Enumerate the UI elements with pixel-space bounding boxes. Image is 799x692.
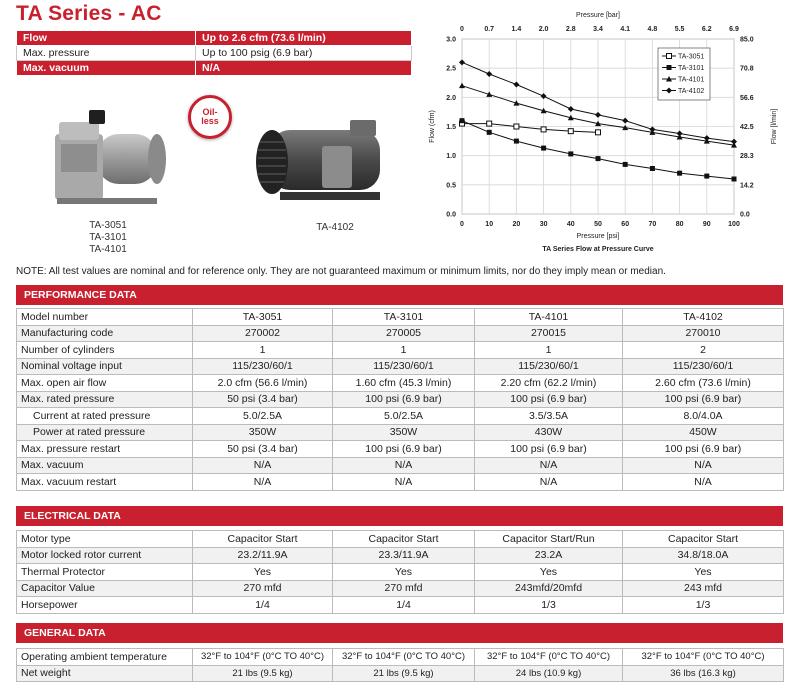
x2-tick-label: 2.0 bbox=[538, 26, 549, 33]
data-point bbox=[623, 162, 628, 167]
table-cell: 115/230/60/1 bbox=[333, 358, 475, 375]
table-row bbox=[17, 309, 784, 326]
spec-value: N/A bbox=[196, 61, 412, 76]
table-cell: 270010 bbox=[623, 325, 784, 342]
table-cell: Yes bbox=[475, 564, 623, 581]
table-row bbox=[17, 564, 784, 581]
y-tick-label: 1.0 bbox=[446, 153, 456, 161]
table-cell: 100 psi (6.9 bar) bbox=[333, 391, 475, 408]
table-cell: 50 psi (3.4 bar) bbox=[193, 441, 333, 458]
disclaimer-note: NOTE: All test values are nominal and for reference only. They are not guaranteed maximum or minimum limits, nor do they imply mean or median. bbox=[16, 266, 666, 277]
table-cell: 1/4 bbox=[333, 597, 475, 614]
legend-label: TA-3101 bbox=[678, 65, 705, 72]
table-row bbox=[17, 325, 784, 342]
x-tick-label: 30 bbox=[539, 221, 548, 228]
table-cell: 430W bbox=[475, 424, 623, 441]
table-cell: 32°F to 104°F (0°C TO 40°C) bbox=[475, 649, 623, 666]
table-cell: 1 bbox=[475, 342, 623, 359]
table-row bbox=[17, 375, 784, 392]
table-cell: N/A bbox=[475, 457, 623, 474]
table-cell: TA-4101 bbox=[475, 309, 623, 326]
legend-label: TA-4102 bbox=[678, 88, 705, 95]
data-point bbox=[514, 124, 519, 129]
image-caption-right: TA-4102 bbox=[316, 222, 354, 233]
table-cell: Capacitor Start/Run bbox=[475, 531, 623, 548]
table-cell: 270 mfd bbox=[193, 580, 333, 597]
table-cell: 32°F to 104°F (0°C TO 40°C) bbox=[193, 649, 333, 666]
table-cell: 5.0/2.5A bbox=[333, 408, 475, 425]
spec-label: Flow bbox=[17, 31, 196, 46]
y2-tick-label: 70.8 bbox=[740, 65, 754, 73]
caption-ta-3051: TA-3051 bbox=[89, 220, 127, 231]
table-cell: N/A bbox=[623, 474, 784, 491]
spec-row bbox=[17, 31, 412, 46]
legend-marker bbox=[667, 65, 672, 70]
table-cell: 34.8/18.0A bbox=[623, 547, 784, 564]
x2-tick-label: 0 bbox=[460, 26, 464, 33]
x-tick-label: 70 bbox=[648, 221, 657, 228]
table-cell: 5.0/2.5A bbox=[193, 408, 333, 425]
table-cell: 36 lbs (16.3 kg) bbox=[623, 665, 784, 682]
table-cell: 350W bbox=[333, 424, 475, 441]
data-point bbox=[596, 130, 601, 135]
general-table bbox=[16, 648, 784, 682]
table-cell: 2.0 cfm (56.6 l/min) bbox=[193, 375, 333, 392]
data-point bbox=[732, 177, 737, 182]
row-label: Motor type bbox=[17, 531, 193, 548]
spec-value: Up to 2.6 cfm (73.6 l/min) bbox=[196, 31, 412, 46]
y-tick-label: 1.5 bbox=[446, 124, 456, 131]
row-label: Current at rated pressure bbox=[17, 408, 193, 425]
spec-label: Max. vacuum bbox=[17, 61, 196, 76]
table-cell: 100 psi (6.9 bar) bbox=[333, 441, 475, 458]
table-cell: 1 bbox=[193, 342, 333, 359]
row-label: Max. pressure restart bbox=[17, 441, 193, 458]
table-cell: N/A bbox=[333, 457, 475, 474]
table-cell: Capacitor Start bbox=[193, 531, 333, 548]
table-cell: 100 psi (6.9 bar) bbox=[475, 441, 623, 458]
table-row bbox=[17, 457, 784, 474]
table-cell: 270005 bbox=[333, 325, 475, 342]
table-row bbox=[17, 408, 784, 425]
x-tick-label: 60 bbox=[621, 221, 630, 228]
table-cell: 1/3 bbox=[623, 597, 784, 614]
table-cell: Capacitor Start bbox=[623, 531, 784, 548]
y2-tick-label: 14.2 bbox=[740, 182, 754, 190]
table-row bbox=[17, 391, 784, 408]
table-cell: 270002 bbox=[193, 325, 333, 342]
data-point bbox=[650, 166, 655, 171]
page-title: TA Series - AC bbox=[16, 2, 162, 25]
table-row bbox=[17, 441, 784, 458]
table-cell: N/A bbox=[193, 474, 333, 491]
data-point bbox=[568, 129, 573, 134]
data-point bbox=[596, 156, 601, 161]
spec-summary-table bbox=[16, 30, 412, 76]
data-point bbox=[541, 127, 546, 132]
y2-tick-label: 28.3 bbox=[740, 153, 754, 161]
row-label: Max. vacuum bbox=[17, 457, 193, 474]
oil-less-badge: Oil- less bbox=[188, 95, 232, 139]
x-tick-label: 50 bbox=[594, 221, 602, 228]
table-cell: 23.2A bbox=[475, 547, 623, 564]
x-tick-label: 90 bbox=[702, 221, 711, 228]
row-label: Thermal Protector bbox=[17, 564, 193, 581]
data-point bbox=[514, 139, 519, 144]
table-cell: Capacitor Start bbox=[333, 531, 475, 548]
table-cell: 3.5/3.5A bbox=[475, 408, 623, 425]
image-caption-left bbox=[78, 220, 138, 256]
row-label: Capacitor Value bbox=[17, 580, 193, 597]
spec-row bbox=[17, 46, 412, 61]
x2-tick-label: 4.8 bbox=[647, 26, 658, 33]
table-cell: 450W bbox=[623, 424, 784, 441]
data-point bbox=[677, 171, 682, 176]
row-label: Max. open air flow bbox=[17, 375, 193, 392]
data-point bbox=[487, 130, 492, 135]
electrical-table bbox=[16, 530, 784, 614]
compressor-image-small bbox=[47, 104, 167, 214]
table-cell: 270015 bbox=[475, 325, 623, 342]
table-cell: 270 mfd bbox=[333, 580, 475, 597]
x-tick-label: 80 bbox=[675, 221, 684, 228]
row-label: Max. rated pressure bbox=[17, 391, 193, 408]
x-tick-label: 20 bbox=[512, 221, 521, 228]
table-cell: 100 psi (6.9 bar) bbox=[623, 391, 784, 408]
x2-tick-label: 2.8 bbox=[565, 26, 576, 33]
table-cell: 32°F to 104°F (0°C TO 40°C) bbox=[333, 649, 475, 666]
y-tick-label: 2.5 bbox=[446, 65, 456, 73]
table-row bbox=[17, 665, 784, 682]
table-cell: 23.3/11.9A bbox=[333, 547, 475, 564]
x-axis-label: Pressure [psi] bbox=[576, 233, 620, 240]
performance-table bbox=[16, 308, 784, 491]
table-cell: 21 lbs (9.5 kg) bbox=[193, 665, 333, 682]
y2-tick-label: 42.5 bbox=[740, 124, 754, 131]
table-cell: 23.2/11.9A bbox=[193, 547, 333, 564]
table-row bbox=[17, 597, 784, 614]
spec-label: Max. pressure bbox=[17, 46, 196, 61]
table-row bbox=[17, 580, 784, 597]
table-cell: 115/230/60/1 bbox=[475, 358, 623, 375]
legend-marker bbox=[667, 54, 672, 59]
x2-tick-label: 6.9 bbox=[729, 26, 739, 33]
row-label: Nominal voltage input bbox=[17, 358, 193, 375]
x2-tick-label: 5.5 bbox=[674, 26, 685, 33]
table-cell: 32°F to 104°F (0°C TO 40°C) bbox=[623, 649, 784, 666]
table-cell: 8.0/4.0A bbox=[623, 408, 784, 425]
table-row bbox=[17, 649, 784, 666]
table-cell: 1/4 bbox=[193, 597, 333, 614]
data-point bbox=[568, 151, 573, 156]
table-row bbox=[17, 547, 784, 564]
row-label: Horsepower bbox=[17, 597, 193, 614]
x2-tick-label: 0.7 bbox=[484, 26, 495, 33]
table-cell: 1.60 cfm (45.3 l/min) bbox=[333, 375, 475, 392]
table-cell: N/A bbox=[333, 474, 475, 491]
compressor-image-large bbox=[250, 110, 400, 210]
table-cell: 21 lbs (9.5 kg) bbox=[333, 665, 475, 682]
table-cell: 100 psi (6.9 bar) bbox=[475, 391, 623, 408]
table-cell: 1/3 bbox=[475, 597, 623, 614]
flow-pressure-chart bbox=[412, 6, 799, 260]
table-cell: 2.20 cfm (62.2 l/min) bbox=[475, 375, 623, 392]
table-cell: Yes bbox=[333, 564, 475, 581]
x2-tick-label: 3.4 bbox=[593, 26, 603, 33]
table-cell: TA-3051 bbox=[193, 309, 333, 326]
table-row bbox=[17, 358, 784, 375]
row-label: Operating ambient temperature bbox=[17, 649, 193, 666]
row-label: Net weight bbox=[17, 665, 193, 682]
y-tick-label: 2.0 bbox=[446, 94, 456, 102]
table-cell: N/A bbox=[193, 457, 333, 474]
x-tick-label: 0 bbox=[460, 221, 464, 228]
table-cell: 50 psi (3.4 bar) bbox=[193, 391, 333, 408]
table-cell: 243mfd/20mfd bbox=[475, 580, 623, 597]
row-label: Number of cylinders bbox=[17, 342, 193, 359]
data-point bbox=[487, 121, 492, 126]
table-cell: 24 lbs (10.9 kg) bbox=[475, 665, 623, 682]
y-tick-label: 0.5 bbox=[446, 182, 456, 190]
data-point bbox=[704, 174, 709, 179]
y2-tick-label: 0.0 bbox=[740, 211, 750, 219]
table-cell: 100 psi (6.9 bar) bbox=[623, 441, 784, 458]
x-tick-label: 10 bbox=[485, 221, 494, 228]
y-tick-label: 3.0 bbox=[446, 36, 456, 44]
x-tick-label: 40 bbox=[566, 221, 575, 228]
row-label: Max. vacuum restart bbox=[17, 474, 193, 491]
caption-ta-3101: TA-3101 bbox=[89, 232, 127, 243]
legend-label: TA-3051 bbox=[678, 53, 705, 61]
table-row bbox=[17, 424, 784, 441]
table-cell: 2 bbox=[623, 342, 784, 359]
row-label: Model number bbox=[17, 309, 193, 326]
x2-tick-label: 4.1 bbox=[620, 26, 631, 33]
table-row bbox=[17, 474, 784, 491]
table-cell: TA-4102 bbox=[623, 309, 784, 326]
y-tick-label: 0.0 bbox=[446, 211, 456, 219]
x-tick-label: 100 bbox=[728, 221, 740, 228]
y2-axis-label: Flow [l/min] bbox=[771, 108, 778, 145]
table-cell: Yes bbox=[193, 564, 333, 581]
table-cell: 115/230/60/1 bbox=[623, 358, 784, 375]
row-label: Motor locked rotor current bbox=[17, 547, 193, 564]
electrical-section-heading: ELECTRICAL DATA bbox=[16, 506, 783, 526]
general-section-heading: GENERAL DATA bbox=[16, 623, 783, 643]
table-cell: 115/230/60/1 bbox=[193, 358, 333, 375]
legend-label: TA-4101 bbox=[678, 76, 705, 84]
spec-value: Up to 100 psig (6.9 bar) bbox=[196, 46, 412, 61]
caption-ta-4101: TA-4101 bbox=[89, 244, 127, 255]
spec-row bbox=[17, 61, 412, 76]
table-cell: 2.60 cfm (73.6 l/min) bbox=[623, 375, 784, 392]
x2-axis-label: Pressure [bar] bbox=[576, 12, 620, 19]
x2-tick-label: 6.2 bbox=[701, 26, 712, 33]
data-point bbox=[541, 146, 546, 151]
table-cell: Yes bbox=[623, 564, 784, 581]
y2-tick-label: 56.6 bbox=[740, 94, 754, 102]
table-cell: N/A bbox=[623, 457, 784, 474]
x2-tick-label: 1.4 bbox=[511, 26, 522, 33]
row-label: Power at rated pressure bbox=[17, 424, 193, 441]
table-cell: 1 bbox=[333, 342, 475, 359]
performance-section-heading: PERFORMANCE DATA bbox=[16, 285, 783, 305]
data-point bbox=[460, 118, 465, 123]
y-axis-label: Flow (cfm) bbox=[429, 110, 436, 143]
table-row bbox=[17, 342, 784, 359]
table-cell: TA-3101 bbox=[333, 309, 475, 326]
row-label: Manufacturing code bbox=[17, 325, 193, 342]
table-cell: N/A bbox=[475, 474, 623, 491]
table-row bbox=[17, 531, 784, 548]
y2-tick-label: 85.0 bbox=[740, 36, 754, 44]
chart-title: TA Series Flow at Pressure Curve bbox=[542, 246, 654, 253]
table-cell: 243 mfd bbox=[623, 580, 784, 597]
table-cell: 350W bbox=[193, 424, 333, 441]
